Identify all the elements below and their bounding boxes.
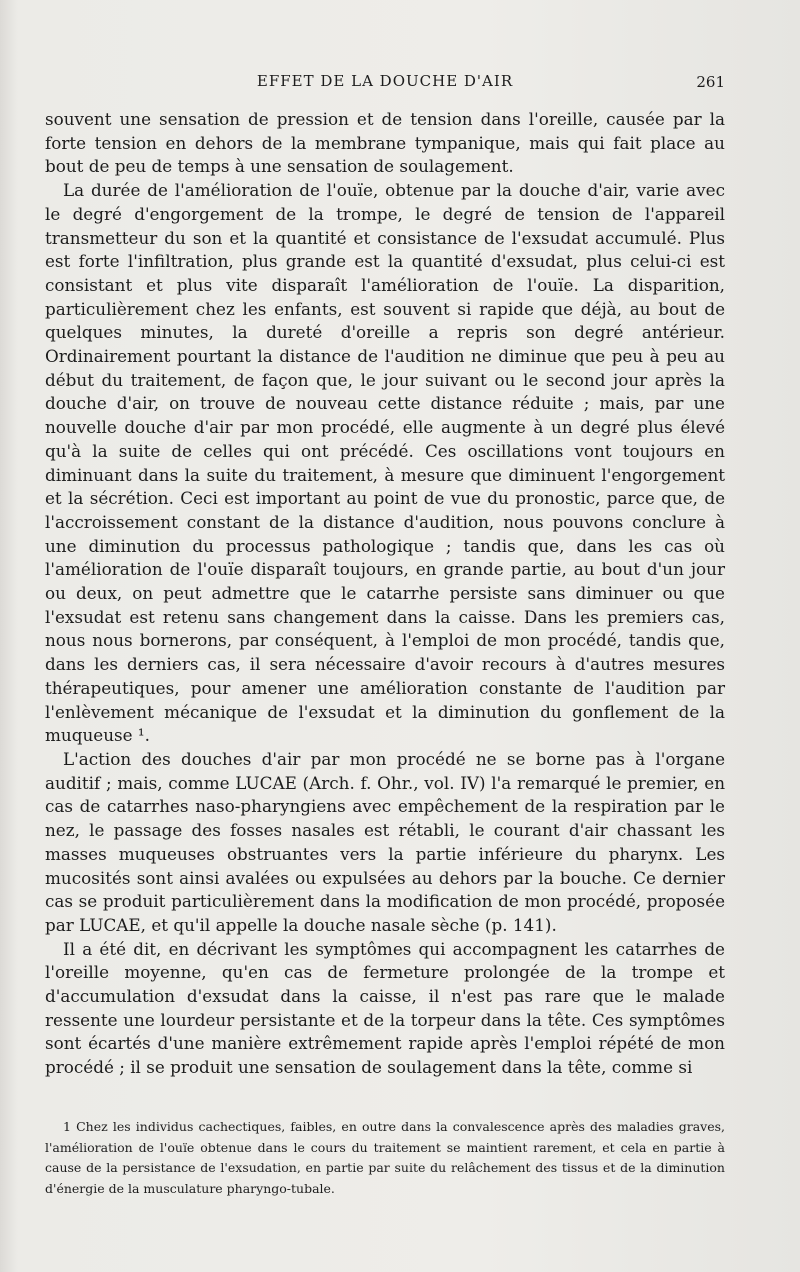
- page-header: [45, 72, 725, 94]
- page-number: 261: [696, 73, 725, 91]
- paragraph-improvement-duration: La durée de l'amélioration de l'ouïe, obtenue par la douche d'air, varie avec le degré d'engorgement de la trompe, le degré de tension de l'appareil transmetteur du son et la quantité et consistance de l'exsudat accumulé. Plus est forte l'infiltration, plus grande est la quantité d'exsudat, plus celui-ci est consistant et plus vite disparaît l'amélioration de l'ouïe. La disparition, particulièrement chez les enfants, est souvent si rapide que déjà, au bout de quelques minutes, la dureté d'oreille a repris son degré antérieur. Ordinairement pourtant la distance de l'audition ne diminue que peu à peu au début du traitement, de façon que, le jour suivant ou le second jour après la douche d'air, on trouve de nouveau cette distance réduite ; mais, par une nouvelle douche d'air par mon procédé, elle augmente à un degré plus élevé qu'à la suite de celles qui ont précédé. Ces oscillations vont toujours en diminuant dans la suite du traitement, à mesure que diminuent l'engorgement et la sécrétion. Ceci est important au point de vue du pronostic, parce que, de l'accroissement constant de la distance d'audition, nous pouvons conclure à une diminution du processus pathologique ; tandis que, dans les cas où l'amélioration de l'ouïe disparaît toujours, en grande partie, au bout d'un jour ou deux, on peut admettre que le catarrhe persiste sans diminuer ou que l'exsudat est retenu sans changement dans la caisse. Dans les premiers cas, nous nous bornerons, par conséquent, à l'emploi de mon procédé, tandis que, dans les derniers cas, il sera nécessaire d'avoir recours à d'autres mesures thérapeutiques, pour amener une amélioration constante de l'audition par l'enlèvement mécanique de l'exsudat et la diminution du gonflement de la muqueuse ¹.: [45, 180, 725, 746]
- footnote-1: 1 Chez les individus cachectiques, faibles, en outre dans la convalescence après des maladies graves, l'amélioration de l'ouïe obtenue dans le cours du traitement se maintient rarement, et cela en partie à cause de la persistance de l'exsudation, en partie par suite du relâchement des tissus et de la diminution d'énergie de la musculature pharyngo-tubale.: [45, 1119, 725, 1196]
- paragraph-nasal-action: L'action des douches d'air par mon procédé ne se borne pas à l'organe auditif ; mais, comme LUCAE (Arch. f. Ohr., vol. IV) l'a remarqué le premier, en cas de catarrhes naso-pharyngiens avec empêchement de la respiration par le nez, le passage des fosses nasales est rétabli, le courant d'air chassant les masses muqueuses obstruantes vers la partie inférieure du pharynx. Les mucosités sont ainsi avalées ou expulsées au dehors par la bouche. Ce dernier cas se produit particulièrement dans la modification de mon procédé, proposée par LUCAE, et qu'il appelle la douche nasale sèche (p. 141).: [45, 748, 725, 935]
- footnotes: [45, 1117, 725, 1199]
- body-text: [45, 108, 725, 1080]
- paragraph-head-symptoms: Il a été dit, en décrivant les symptômes qui accompagnent les catarrhes de l'oreille moyenne, qu'en cas de fermeture prolongée de la trompe et d'accumulation d'exsudat dans la caisse, il n'est pas rare que le malade ressente une lourdeur persistante et de la torpeur dans la tête. Ces symptômes sont écartés d'une manière extrêmement rapide après l'emploi répété de mon procédé ; il se produit une sensation de soulagement dans la tête, comme si: [45, 938, 725, 1078]
- running-title: EFFET DE LA DOUCHE D'AIR: [256, 72, 514, 90]
- paragraph-continuation: souvent une sensation de pression et de tension dans l'oreille, causée par la forte tension en dehors de la membrane tympanique, mais qui fait place au bout de peu de temps à une sensation de soulagement.: [45, 109, 725, 177]
